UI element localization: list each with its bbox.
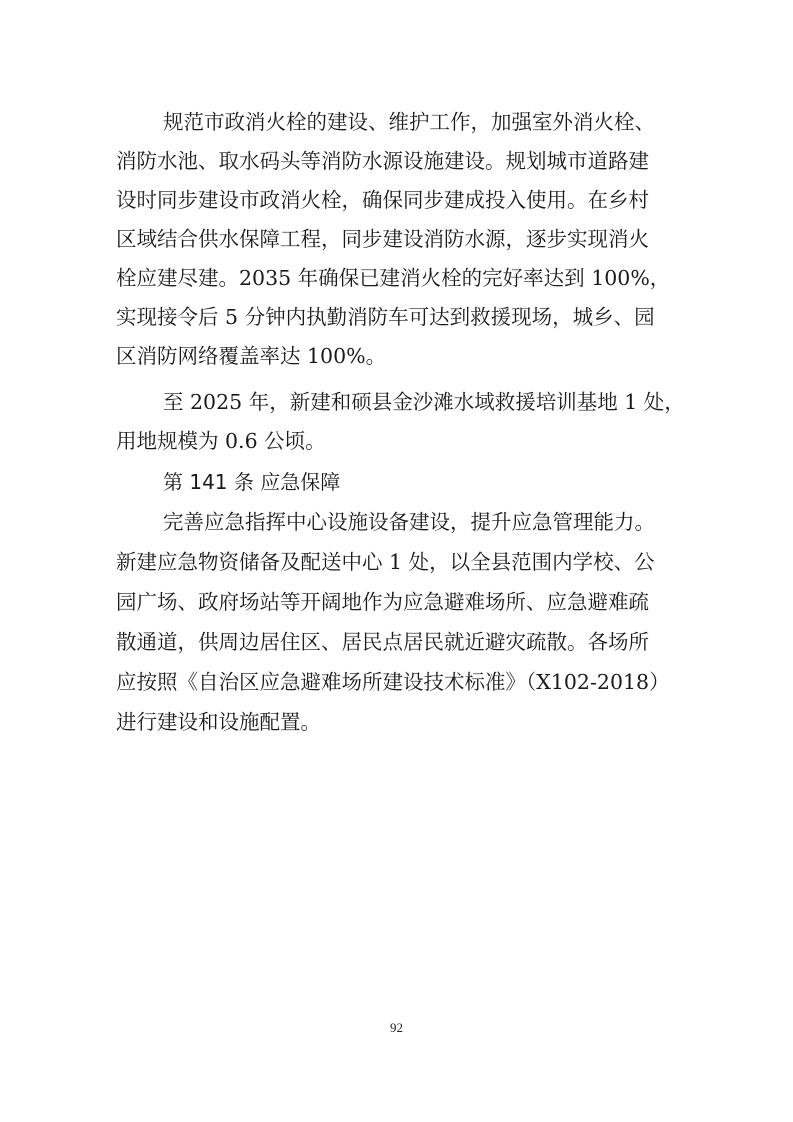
section-paragraph-line-4: 散通道，供周边居住区、居民点居民就近避灾疏散。各场所 xyxy=(116,630,649,654)
section-paragraph-line-1: 完善应急指挥中心设施设备建设，提升应急管理能力。 xyxy=(163,510,655,534)
paragraph-1-line-7: 区消防网络覆盖率达 100%。 xyxy=(116,344,387,368)
paragraph-1-line-4: 区域结合供水保障工程，同步建设消防水源，逐步实现消火 xyxy=(116,227,649,251)
section-paragraph-line-5: 应按照《自治区应急避难场所建设技术标准》（X102-2018） xyxy=(116,670,670,694)
section-paragraph-line-3: 园广场、政府场站等开阔地作为应急避难场所、应急避难疏 xyxy=(116,590,649,614)
paragraph-1-line-2: 消防水池、取水码头等消防水源设施建设。规划城市道路建 xyxy=(116,149,649,173)
page-number: 92 xyxy=(390,1020,403,1035)
section-heading: 第 141 条 应急保障 xyxy=(163,470,341,494)
section-paragraph-line-2: 新建应急物资储备及配送中心 1 处，以全县范围内学校、公 xyxy=(116,550,655,574)
paragraph-1-line-6: 实现接令后 5 分钟内执勤消防车可达到救援现场，城乡、园 xyxy=(116,305,655,329)
paragraph-1-line-1: 规范市政消火栓的建设、维护工作，加强室外消火栓、 xyxy=(163,110,655,134)
section-paragraph-line-6: 进行建设和设施配置。 xyxy=(116,710,321,734)
paragraph-1-line-3: 设时同步建设市政消火栓，确保同步建成投入使用。在乡村 xyxy=(116,188,649,212)
paragraph-2-line-1: 至 2025 年，新建和硕县金沙滩水域救援培训基地 1 处， xyxy=(163,390,685,414)
paragraph-2-line-2: 用地规模为 0.6 公顷。 xyxy=(116,429,326,453)
paragraph-1-line-5: 栓应建尽建。2035 年确保已建消火栓的完好率达到 100%， xyxy=(116,266,671,290)
